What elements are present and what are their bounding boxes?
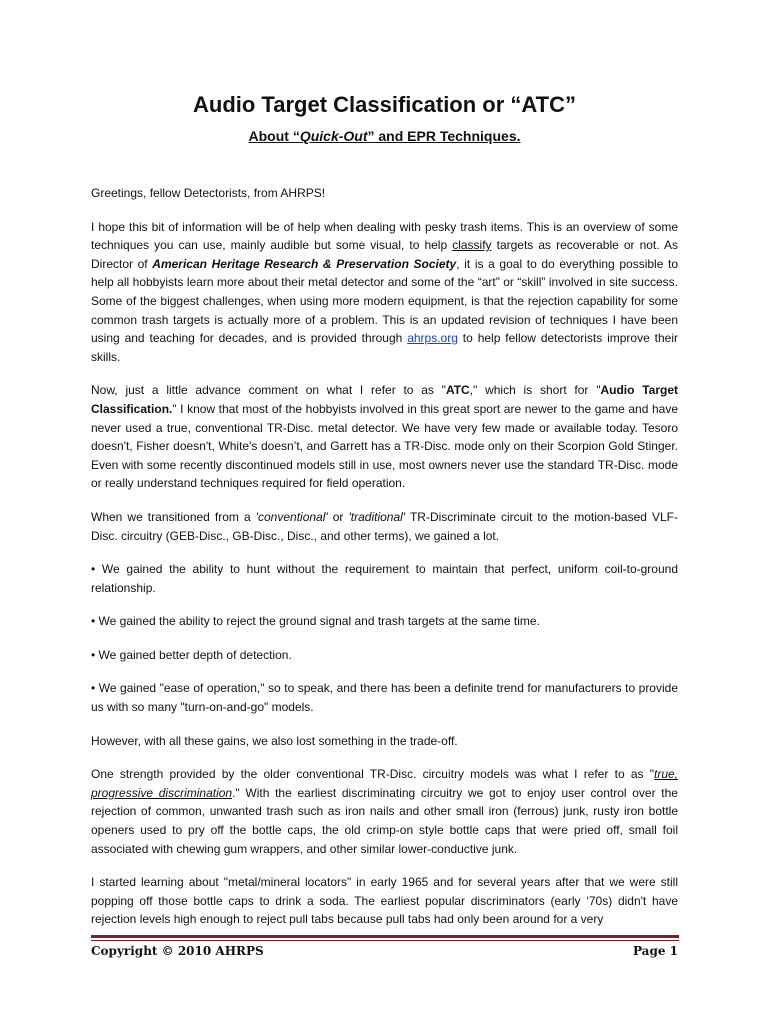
bullet-item: • We gained the ability to hunt without the requirement to maintain that perfect, uniform coil-to-ground relationship. <box>91 562 678 595</box>
transition-paragraph <box>91 508 678 545</box>
tradeoff-paragraph: However, with all these gains, we also lost something in the trade-off. <box>91 733 458 748</box>
intro-text-c: , it is a goal to do everything possible to help all hobbyists learn more about their metal detector and some of the “art” or “skill” involved in site success. Some of the biggest challenges, when using more modern equipment, is that the rejection capability for some common trash targets is actually more of a problem. This is an updated revision of techniques I have been using and teaching for decades, and is provided through <box>91 256 679 346</box>
atc-paragraph <box>91 381 678 493</box>
footer-page-number: Page 1 <box>632 944 678 958</box>
bullet-item: • We gained "ease of operation," so to speak, and there has been a definite trend for manufacturers to provide us with so many "turn-on-and-go" models. <box>91 681 678 715</box>
transition-text-c: TR-Discriminate circuit to the motion-based VLF-Disc. circuitry (GEB-Disc., GB-Disc., Disc., and other terms), we gained a lot. <box>91 509 679 543</box>
bullet-item: • We gained better depth of detection. <box>91 647 292 662</box>
subtitle-italic: Quick-Out <box>299 128 368 144</box>
intro-paragraph <box>91 218 678 367</box>
ahrps-link[interactable]: ahrps.org <box>407 331 458 346</box>
intro-text-a: I hope this bit of information will be of help when dealing with pesky trash items. This is an overview of some techniques you can use, mainly audible but some visual, to help <box>91 219 678 253</box>
document-page <box>91 0 678 1024</box>
page-title: Audio Target Classification or “ATC” <box>193 92 576 117</box>
transition-text-b: or <box>327 509 349 524</box>
atc-text-a: Now, just a little advance comment on what I refer to as " <box>91 383 446 398</box>
conventional-term: 'conventional' <box>255 509 328 524</box>
classify-emphasis: classify <box>452 238 492 253</box>
traditional-term: 'traditional' <box>348 509 406 524</box>
organization-name: American Heritage Research & Preservation Society <box>152 256 457 271</box>
footer-rule-thin <box>91 940 679 941</box>
atc-text-b: ," which is short for " <box>469 383 601 398</box>
atc-full-term: Audio Target Classification. <box>91 383 679 416</box>
intro-text-d: to help fellow detectorists improve their skills. <box>91 331 678 364</box>
document-body <box>91 184 678 929</box>
intro-text-b: targets as recoverable or not. As Director of <box>91 238 678 271</box>
footer-rule-thick <box>91 935 679 938</box>
strength-text-a: One strength provided by the older conventional TR-Disc. circuitry models was what I refer to as " <box>91 767 654 782</box>
history-paragraph: I started learning about "metal/mineral locators" in early 1965 and for several years after that we were still popping off those bottle caps to drink a soda. The earliest popular discriminators (early ‘70s) didn't have rejection levels high enough to reject pull tabs because pull tabs had only been around for a very <box>91 875 678 927</box>
page-subtitle <box>91 128 678 144</box>
subtitle-suffix: ” and EPR Techniques. <box>367 128 521 144</box>
progressive-discrimination-emphasis: true, progressive discrimination <box>91 767 678 800</box>
strength-text-b: ." With the earliest discriminating circuitry we got to enjoy user control over the rejection of common, unwanted trash such as iron nails and other small iron (ferrous) junk, rusty iron bottle openers used to pry off the bottle caps, the old crimp-on style bottle caps that were pried off, small foil associated with chewing gum wrappers, and other similar lower-conductive junk. <box>91 785 678 856</box>
transition-text-a: When we transitioned from a <box>91 509 256 524</box>
bullet-item: • We gained the ability to reject the ground signal and trash targets at the same time. <box>91 614 540 629</box>
strength-paragraph <box>91 765 678 858</box>
footer-copyright: Copyright © 2010 AHRPS <box>91 944 264 958</box>
atc-text-c: " I know that most of the hobbyists involved in this great sport are newer to the game and have never used a true, conventional TR-Disc. metal detector. We have very few made or available today. Tesoro doesn't, Fisher doesn't, White's doesn’t, and Garrett has a TR-Disc. mode only on their Scorpion Gold Stinger. Even with some recently discontinued models still in use, most owners never use the standard TR-Disc. mode or really understand techniques required for field operation. <box>91 401 678 491</box>
greeting-paragraph: Greetings, fellow Detectorists, from AHRPS! <box>91 186 326 200</box>
subtitle-prefix: About “ <box>248 128 300 144</box>
atc-term: ATC <box>445 383 470 398</box>
